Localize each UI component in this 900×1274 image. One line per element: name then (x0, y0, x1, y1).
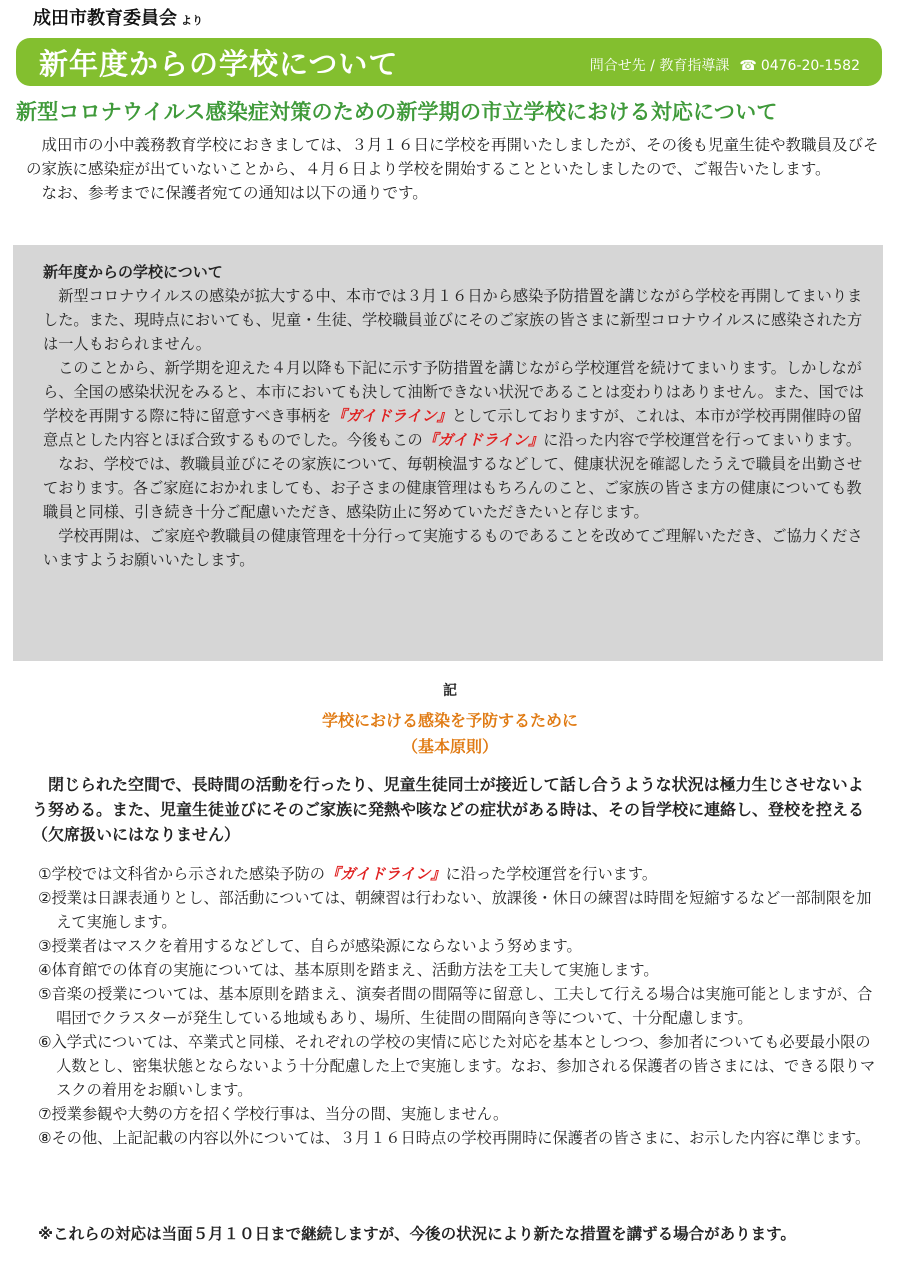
notice-text: として示しておりますが、これは、本市が学校再開催時の留意点とした内容とほぼ合致するものでした。今後もこの (43, 407, 862, 449)
sender-org: 成田市教育委員会 (33, 8, 177, 29)
sender-suffix: より (181, 14, 203, 27)
title-banner (16, 38, 882, 86)
guideline-emphasis: 『ガイドライン』 (422, 431, 544, 449)
guideline-emphasis: 『ガイドライン』 (331, 407, 452, 425)
ki-heading: 記 (443, 683, 457, 699)
headline: 新型コロナウイルス感染症対策のための新学期の市立学校における対応について (16, 100, 778, 124)
contact-info (590, 55, 860, 75)
list-item-text: ①学校では文科省から示された感染予防の (38, 865, 325, 883)
notice-title: 新年度からの学校について (43, 263, 223, 281)
list-item: ⑧その他、上記記載の内容以外については、３月１６日時点の学校再開時に保護者の皆さまに、お示した内容に準じます。 (38, 1129, 871, 1147)
list-item: ②授業は日課表通りとし、部活動については、朝練習は行わない、放課後・休日の練習は時間を短縮するなど一部制限を加えて実施します。 (38, 889, 872, 931)
list-item: ④体育館での体育の実施については、基本原則を踏まえ、活動方法を工夫して実施します。 (38, 961, 659, 979)
notice-paragraph-2 (43, 356, 873, 452)
list-item: ⑤音楽の授業については、基本原則を踏まえ、演奏者間の間隔等に留意し、工夫して行える場合は実施可能としますが、合唱団でクラスターが発生している地域もあり、場所、生徒間の間隔向き等について、十分配慮します。 (38, 985, 873, 1027)
notice-text: このことから、新学期を迎えた４月以降も下記に示す予防措置を講じながら学校運営を続けてまいります。しかしながら、全国の感染状況をみると、本市においても決して油断できない状況であることは変わりはありません。また、国では学校を再開する際に特に留意すべき事柄を (43, 359, 865, 425)
sender (33, 4, 203, 30)
notice-paragraph-1: 新型コロナウイルスの感染が拡大する中、本市では３月１６日から感染予防措置を講じながら学校を再開してまいりました。また、現時点においても、児童・生徒、学校職員並びにそのご家族の皆さまに新型コロナウイルスに感染された方は一人もおられません。 (43, 287, 863, 353)
list-item: ⑦授業参観や大勢の方を招く学校行事は、当分の間、実施しません。 (38, 1105, 509, 1123)
notice-paragraph-4: 学校再開は、ご家庭や教職員の健康管理を十分行って実施するものであることを改めてご理解いただき、ご協力くださいますようお願いいたします。 (43, 527, 863, 569)
phone-icon: ☎ (739, 58, 757, 74)
page-title: 新年度からの学校について (39, 47, 399, 81)
parent-notice-box (13, 245, 883, 661)
phone-number: 0476-20-1582 (760, 58, 860, 74)
list-item: ⑥入学式については、卒業式と同様、それぞれの学校の実情に応じた対応を基本としつつ、参加者についても必要最小限の人数とし、密集状態とならないよう十分配慮した上で実施します。なお、参加される保護者の皆さまには、できる限りマスクの着用をお願いします。 (38, 1033, 876, 1099)
basic-principle: 閉じられた空間で、長時間の活動を行ったり、児童生徒同士が接近して話し合うような状況は極力生じさせないよう努める。また、児童生徒並びにそのご家族に発熱や咳などの症状がある時は、その旨学校に連絡し、登校を控える（欠席扱いにはなりません） (32, 775, 865, 844)
intro-paragraph-2: なお、参考までに保護者宛ての通知は以下の通りです。 (41, 184, 428, 202)
final-note: ※これらの対応は当面５月１０日まで継続しますが、今後の状況により新たな措置を講ずる場合があります。 (38, 1225, 796, 1243)
intro (26, 133, 882, 205)
section-subtitle: 学校における感染を予防するために (321, 711, 578, 730)
notice-paragraph-3: なお、学校では、教職員並びにその家族について、毎朝検温するなどして、健康状況を確認したうえで職員を出勤させております。各ご家庭におかれましても、お子さまの健康管理はもちろんのこと、ご家族の皆さま方の健康についても教職員と同様、引き続き十分ご配慮いただき、感染防止に努めていただきたいと存じます。 (43, 455, 863, 521)
notice-text: に沿った内容で学校運営を行ってまいります。 (543, 431, 862, 449)
guideline-emphasis: 『ガイドライン』 (325, 865, 446, 883)
list-item-text: に沿った学校運営を行います。 (445, 865, 658, 883)
list-item: ③授業者はマスクを着用するなどして、自らが感染源にならないよう努めます。 (38, 937, 582, 955)
intro-paragraph-1: 成田市の小中義務教育学校におきましては、３月１６日に学校を再開いたしましたが、その後も児童生徒や教職員及びその家族に感染症が出ていないことから、４月６日より学校を開始することといたしましたので、ご報告いたします。 (26, 136, 879, 178)
list-item (38, 862, 884, 886)
measures-list (38, 862, 884, 1150)
section-subtitle-principle: （基本原則） (401, 737, 498, 756)
contact-label: 問合せ先 / 教育指導課 (589, 58, 730, 74)
